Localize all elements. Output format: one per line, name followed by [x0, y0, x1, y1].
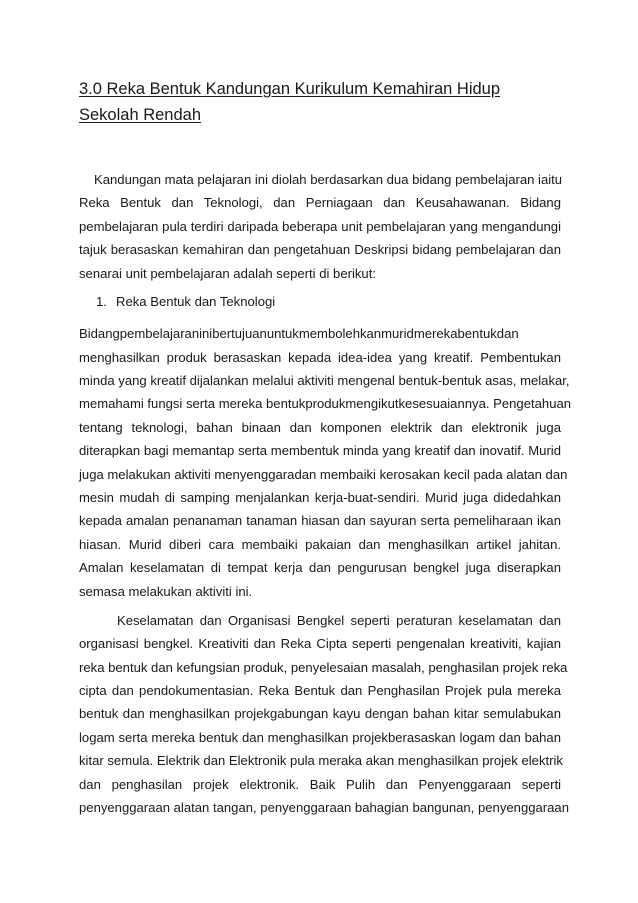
body-line: juga melakukan aktiviti menyenggaradan membaiki kerosakan kecil pada alatan dan: [79, 467, 568, 482]
body-line: Amalan keselamatan di tempat kerja dan pengurusan bengkel juga diserapkan: [79, 560, 561, 575]
intro-line: pembelajaran pula terdiri daripada beberapa unit pembelajaran yang mengandungi: [79, 219, 561, 234]
body-line: diterapkan bagi memantap serta membentuk minda yang kreatif dan inovatif. Murid: [79, 443, 561, 458]
para3-line: organisasi bengkel. Kreativiti dan Reka Cipta seperti pengenalan kreativiti, kajian: [79, 636, 561, 651]
body-line: menghasilkan produk berasaskan kepada idea-idea yang kreatif. Pembentukan: [79, 350, 561, 365]
section-heading: 3.0 Reka Bentuk Kandungan Kurikulum Kemahiran Hidup Sekolah Rendah: [79, 80, 501, 124]
para3-line: Keselamatan dan Organisasi Bengkel seperti peraturan keselamatan dan: [117, 613, 561, 628]
para3-line: kitar semula. Elektrik dan Elektronik pula meraka akan menghasilkan projek elektrik: [79, 753, 563, 768]
body-line: memahami fungsi serta mereka bentukprodukmengikutkesesuaiannya. Pengetahuan: [79, 396, 572, 411]
intro-line: Reka Bentuk dan Teknologi, dan Perniagaan dan Keusahawanan. Bidang: [79, 195, 561, 210]
body-line: tentang teknologi, bahan binaan dan komponen elektrik dan elektronik juga: [79, 420, 561, 435]
body-line: hiasan. Murid diberi cara membaiki pakaian dan menghasilkan artikel jahitan.: [79, 537, 561, 552]
body-line: Bidangpembelajaraninibertujuanuntukmembolehkanmuridmerekabentukdan: [79, 326, 519, 341]
body-line: mesin mudah di samping menjalankan kerja-buat-sendiri. Murid juga didedahkan: [79, 490, 561, 505]
list-item-label: Reka Bentuk dan Teknologi: [116, 294, 276, 309]
body-line: minda yang kreatif dijalankan melalui aktiviti mengenal bentuk-bentuk asas, melakar,: [79, 373, 570, 388]
intro-line: tajuk berasaskan kemahiran dan pengetahuan Deskripsi bidang pembelajaran dan: [79, 242, 561, 257]
intro-line: Kandungan mata pelajaran ini diolah berdasarkan dua bidang pembelajaran iaitu: [94, 172, 563, 187]
para3-line: penyenggaraan alatan tangan, penyenggaraan bahagian bangunan, penyenggaraan: [79, 800, 569, 815]
intro-line: senarai unit pembelajaran adalah seperti di berikut:: [79, 266, 376, 281]
para3-line: dan penghasilan projek elektronik. Baik Pulih dan Penyenggaraan seperti: [79, 777, 561, 792]
body-line: kepada amalan penanaman tanaman hiasan dan sayuran serta pemeliharaan ikan: [79, 513, 561, 528]
body-line: semasa melakukan aktiviti ini.: [79, 584, 253, 599]
para3-line: bentuk dan menghasilkan projekgabungan kayu dengan bahan kitar semulabukan: [79, 706, 561, 721]
para3-line: reka bentuk dan kefungsian produk, penyelesaian masalah, penghasilan projek reka: [79, 660, 568, 675]
para3-line: logam serta mereka bentuk dan menghasilkan projekberasaskan logam dan bahan: [79, 730, 561, 745]
para3-line: cipta dan pendokumentasian. Reka Bentuk dan Penghasilan Projek pula mereka: [79, 683, 561, 698]
list-item-number: 1.: [96, 294, 107, 309]
